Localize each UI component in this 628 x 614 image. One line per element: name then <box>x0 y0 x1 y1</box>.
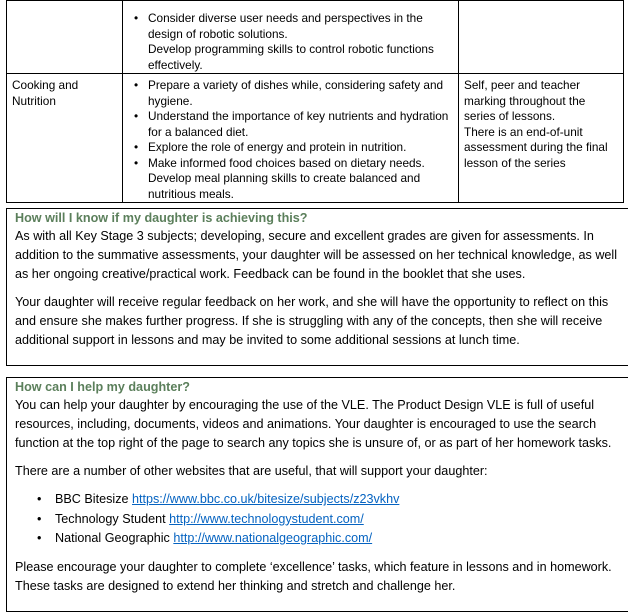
assessment-cell: Self, peer and teacher marking throughout the series of lessons. There is an end-of-unit assessment during the final lesson of the series <box>459 74 624 203</box>
website-list <box>15 490 622 549</box>
paragraph: You can help your daughter by encouraging the use of the VLE. The Product Design VLE is full of useful resources, including, documents, videos and animations. Your daughter is encouraged to use the search function at the top right of the page to search any topics she is unsure of, or as part of her homework tasks. <box>15 398 612 450</box>
section-heading: How will I know if my daughter is achieving this? <box>15 211 308 225</box>
technology-student-link[interactable]: http://www.technologystudent.com/ <box>169 511 364 526</box>
list-item: Develop meal planning skills to create balanced and nutritious meals. <box>148 171 421 201</box>
help-section <box>6 377 628 612</box>
objectives-cell <box>123 1 459 74</box>
achieving-section <box>6 208 628 366</box>
subject-cell: Cooking and Nutrition <box>7 74 123 203</box>
subject-cell <box>7 1 123 74</box>
paragraph: There are a number of other websites that are useful, that will support your daughter: <box>15 464 488 478</box>
bbc-bitesize-link[interactable]: https://www.bbc.co.uk/bitesize/subjects/z23vkhv <box>132 492 400 506</box>
list-item: Develop programming skills to control robotic functions effectively. <box>148 42 434 72</box>
paragraph: Your daughter will receive regular feedback on her work, and she will have the opportunity to reflect on this and ensure she makes further progress. If she is struggling with any of the concepts, then she will receive additional support in lessons and may be invited to some additional sessions at lunch time. <box>15 295 609 347</box>
list-item <box>15 529 622 549</box>
link-name: BBC Bitesize <box>55 492 129 506</box>
list-item: • Consider diverse user needs and perspectives in the design of robotic solutions. <box>148 11 453 42</box>
link-name: National Geographic <box>55 531 170 545</box>
table-row <box>7 74 624 203</box>
list-item <box>15 510 622 530</box>
section-heading: How can I help my daughter? <box>15 380 190 394</box>
paragraph: Please encourage your daughter to complete ‘excellence’ tasks, which feature in lessons and in homework. These tasks are designed to extend her thinking and stretch and challenge her. <box>15 559 612 593</box>
link-name: Technology Student <box>55 511 166 526</box>
assessment-cell <box>459 1 624 74</box>
list-item <box>15 490 622 510</box>
objectives-cell <box>123 74 459 203</box>
paragraph: As with all Key Stage 3 subjects; developing, secure and excellent grades are given for assessments. In addition to the summative assessments, your daughter will be assessed on her technical knowledge, as well as her ongoing creative/practical work. Feedback can be found in the booklet that she uses. <box>15 229 618 281</box>
list-item: • Make informed food choices based on dietary needs. <box>148 156 453 172</box>
list-item: • Explore the role of energy and protein in nutrition. <box>148 140 453 156</box>
list-item: • Understand the importance of key nutrients and hydration for a balanced diet. <box>148 109 453 140</box>
curriculum-table <box>6 0 624 203</box>
table-row <box>7 1 624 74</box>
national-geographic-link[interactable]: http://www.nationalgeographic.com/ <box>173 531 373 545</box>
list-item: • Prepare a variety of dishes while, considering safety and hygiene. <box>148 78 453 109</box>
